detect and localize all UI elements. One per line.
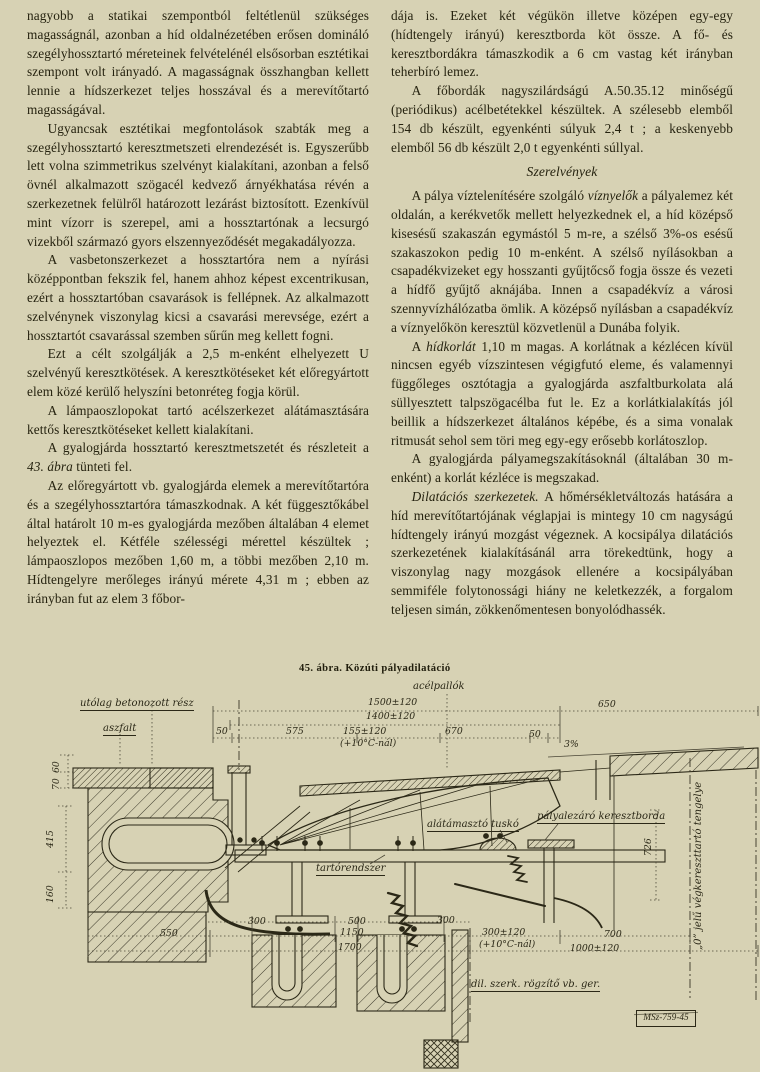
dim-ticks-top (213, 706, 758, 743)
figure-label: alátámasztó tuskó (427, 819, 519, 830)
figure-label: dil. szerk. rögzítő vb. ger. (471, 979, 601, 990)
paragraph: Dilatációs szerkezetek. A hőmérsékletváltozás hatására a híd merevítőtartójának véglapjai is mintegy 10 cm nagyságú hídtengely irányú mozgást végeznek. A kocsipálya dilatációs szerkezetének kialakításánál arra törekedtünk, hogy a viszonylag nagy mozgások ellenére a kocsipályában semmiféle folytonossági hiány ne keletkezzék, a forgalom teljesen simán, zökkenőmentesen bonyolódhassék. (391, 488, 733, 617)
fixing-beam-strip (452, 930, 468, 1042)
u-pipe-right-outer (377, 935, 407, 1003)
figure-label: utólag betonozott rész (80, 698, 194, 709)
right-concrete-band (610, 748, 758, 776)
figure-label: aszfalt (103, 723, 137, 734)
paragraph: Ugyancsak esztétikai megfontolások szabták meg a szegélyhossztartó keresztmetszeti elrendezését is. Egyszerűbb lett volna szimmetrikus szelvényt kialakítani, azonban a felső övnél alkalmazott szögacél kedvező árnyékhatása révén a szerkezetnek felülről határozott lezárást biztosított. Ezenkívül mint vízorr is szerepel, ami a hossztartónak a lecsurgó vizekből származó gyors elszennyeződését megakadályozza. (27, 120, 369, 249)
dimension-label: 300 (437, 915, 455, 926)
dimension-label: 1000±120 (570, 943, 620, 954)
dimension-label: 60 (51, 761, 62, 773)
crossbeam-flange (528, 840, 574, 848)
dimension-label: 300 (248, 916, 266, 927)
dimension-label: 3% (564, 739, 579, 750)
dimension-label: 50 (216, 726, 228, 737)
figure-label: pályalezáró keresztborda (537, 811, 666, 822)
figure-caption: 45. ábra. Közúti pályadilatáció (299, 663, 451, 674)
figure-label: „0” jelű végkereszttartó tengelye (693, 781, 704, 950)
right-column (391, 7, 733, 620)
paragraph: A vasbetonszerkezet a hossztartóra nem a nyírási középpontban fekszik fel, hanem ahhoz képest excentrikusan, ezért a hossztartóban csavarások is fellépnek. Az alkalmazott szelvénynek viszonylag kicsi a csavarási merevsége, ezért a hossztartót csavarással szemben sűrűn meg kellett fogni. (27, 252, 369, 343)
dimension-label: 300±120 (482, 927, 526, 938)
u-pipe-left-outer (272, 935, 302, 1000)
paragraph: A lámpaoszlopokat tartó acélszerkezet alátámasztására kettős keresztkötéseket kellett kialakítani. (27, 402, 369, 437)
bottom-crosshatch (424, 1040, 458, 1068)
dimension-label: 155±120 (343, 726, 387, 737)
figure-label: acélpallók (413, 681, 465, 692)
pin-bar (455, 884, 545, 906)
dimension-label: 70 (51, 778, 62, 790)
paragraph: A pálya víztelenítésére szolgáló víznyelők a pályalemez két oldalán, a kerékvetők mellett helyezkednek el, a híd középső kisesésű szakaszán egymástól 5 m-re, a szélső 3%-os esésű szakaszokon pedig 10 m-enként. A szélső nyílásokban a csapadékvizeket egy hosszanti gyűjtőcső fogja össze és vezeti a hídfő gyűjtő aknájába. Innen a csapadékvíz a városi szennyvízhálózatba ömlik. A középső nyílásban a csapadékvíz a víznyelőkön keresztül közvetlenül a Dunába folyik. (391, 188, 734, 335)
dimension-label: 650 (598, 699, 616, 710)
bolts (238, 834, 503, 932)
crossbeam-hook (554, 898, 602, 928)
dimension-label: 575 (286, 726, 304, 737)
paragraph: dája is. Ezeket két végükön illetve középen egy-egy (hídtengely irányú) keresztborda köt össze. A fő- és keresztbordákra támaszkodik a 6 cm vastag két irányban teherbíró lemez. (391, 8, 733, 80)
dimension-label: (+10°C-nál) (479, 939, 536, 950)
joint-upstand (232, 772, 246, 845)
dimension-label: 726 (643, 838, 654, 856)
paragraph: Az előregyártott vb. gyalogjárda elemek a merevítőtartóra és a szegélyhossztartóra támaszkodnak. A két függesztőkábel által határolt 10 m-es gyalogjárda mezőben általában 4 elemet helyeztek el. Kétféle szélességi mérettel készültek ; lámpaoszlopos mezőben 1,60 m, a többi mezőben 2,10 m. Hídtengelyre merőleges irányú mérete 4,31 m ; ebben az irányban fut az elem 3 főbor- (27, 477, 369, 606)
paragraph: A hídkorlát 1,10 m magas. A korlátnak a kézlécen kívül nincsen egyéb vízszintesen végigfutó eleme, és valamennyi függőleges osztótagja a gyalogjárda aszfaltburkolata alá süllyesztett talpszögacélba fut le. Ez a korlátkialakítás jól beillik a hídszerkezet általános képébe, és a sima vonalak ritmusát sehol sem töri meg egy-egy erősebb korlátoszlop. (391, 338, 733, 448)
dimension-label: 415 (45, 830, 56, 848)
paragraph: A gyalogjárda hossztartó keresztmetszetét és részleteit a 43. ábra tünteti fel. (27, 440, 369, 475)
spring-small (508, 856, 527, 882)
dimension-label: 1700 (338, 942, 362, 953)
drawing-number-stamp: MSz-759-45 (636, 1010, 696, 1027)
paragraph: A gyalogjárda pályamegszakításoknál (általában 30 m-enként) a korlát kézléce is megszakad. (391, 451, 733, 486)
dimension-label: 1150 (340, 927, 364, 938)
crossbeam-web (544, 848, 554, 923)
reconcreted-strip (150, 768, 213, 788)
dimension-label: 1500±120 (368, 697, 418, 708)
left-column (27, 7, 369, 609)
dimension-label: 670 (445, 726, 463, 737)
right-upstand (596, 758, 610, 800)
dimension-label: 500 (348, 916, 366, 927)
dimension-label: 50 (529, 729, 541, 740)
paragraph: Ezt a célt szolgálják a 2,5 m-enként elhelyezett U szelvényű keresztkötések. A keresztkötéseket két előregyártott elem közé kerülő helyszíni betonréteg fogja körül. (27, 346, 369, 399)
left-abutment-hatch (88, 912, 206, 962)
paragraph: A főbordák nagyszilárdságú A.50.35.12 minőségű (periódikus) acélbetétekkel készültek. A szélesebb elemből 154 db készült, egyenkénti súlyuk 2,4 t ; a keskenyebb elemből 56 db készült 2,0 t egyenkénti súllyal. (391, 83, 733, 155)
dimension-label: 1400±120 (366, 711, 416, 722)
support-block (480, 838, 516, 850)
dimension-label: (+10°C-nál) (340, 738, 397, 749)
paragraph: nagyobb a statikai szempontból feltétlenül szükséges magasságnál, azonban a híd oldalnézetében erősen domináló szegélyhossztartó méreteinek felvételénél elsősorban esztétikai szempont volt irányadó. A magasságnak összhangban kellett lennie a hídszerkezet teljes hosszával és a merevítőtartó magasságával. (27, 8, 369, 117)
dimension-label: 550 (160, 928, 178, 939)
dimension-label: 700 (604, 929, 622, 940)
figure-label: tartórendszer (316, 863, 386, 874)
dimension-label: 160 (45, 885, 56, 903)
support-bar (235, 850, 665, 862)
section-heading: Szerelvények (526, 164, 598, 180)
